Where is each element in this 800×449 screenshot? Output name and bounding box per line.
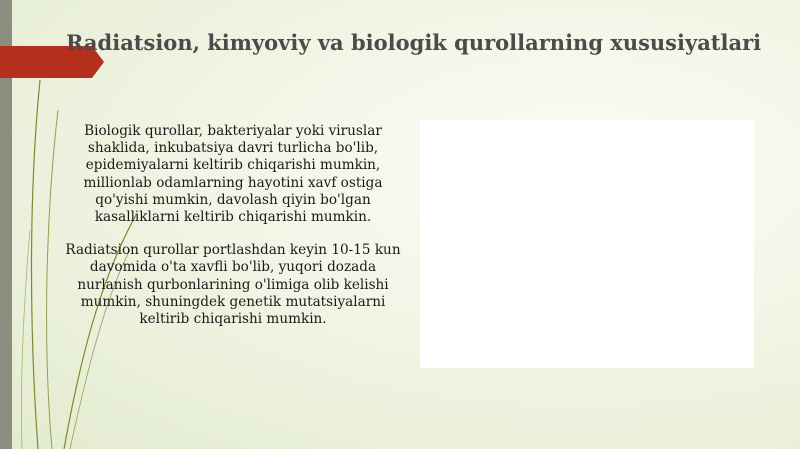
paragraph-radiation-weapons: Radiatsion qurollar portlashdan keyin 10-15 kun davomida o'ta xavfli bo'lib, yuqori dozada nurlanish qurbonlarining o'limiga olib kelishi mumkin, shuningdek genetik mutatsiyalarni keltirib chiqarishi mumkin. — [65, 242, 401, 328]
image-placeholder — [420, 120, 754, 368]
slide-body-text — [56, 123, 410, 344]
paragraph-biological-weapons: Biologik qurollar, bakteriyalar yoki viruslar shaklida, inkubatsiya davri turlicha bo'lib, epidemiyalarni keltirib chiqarishi mumkin, millionlab odamlarning hayotini xavf ostiga qo'yishi mumkin, davolash qiyin bo'lgan kasalliklarni keltirib chiqarishi mumkin. — [83, 123, 383, 226]
slide-title: Radiatsion, kimyoviy va biologik qurollarning xususiyatlari — [66, 30, 762, 55]
